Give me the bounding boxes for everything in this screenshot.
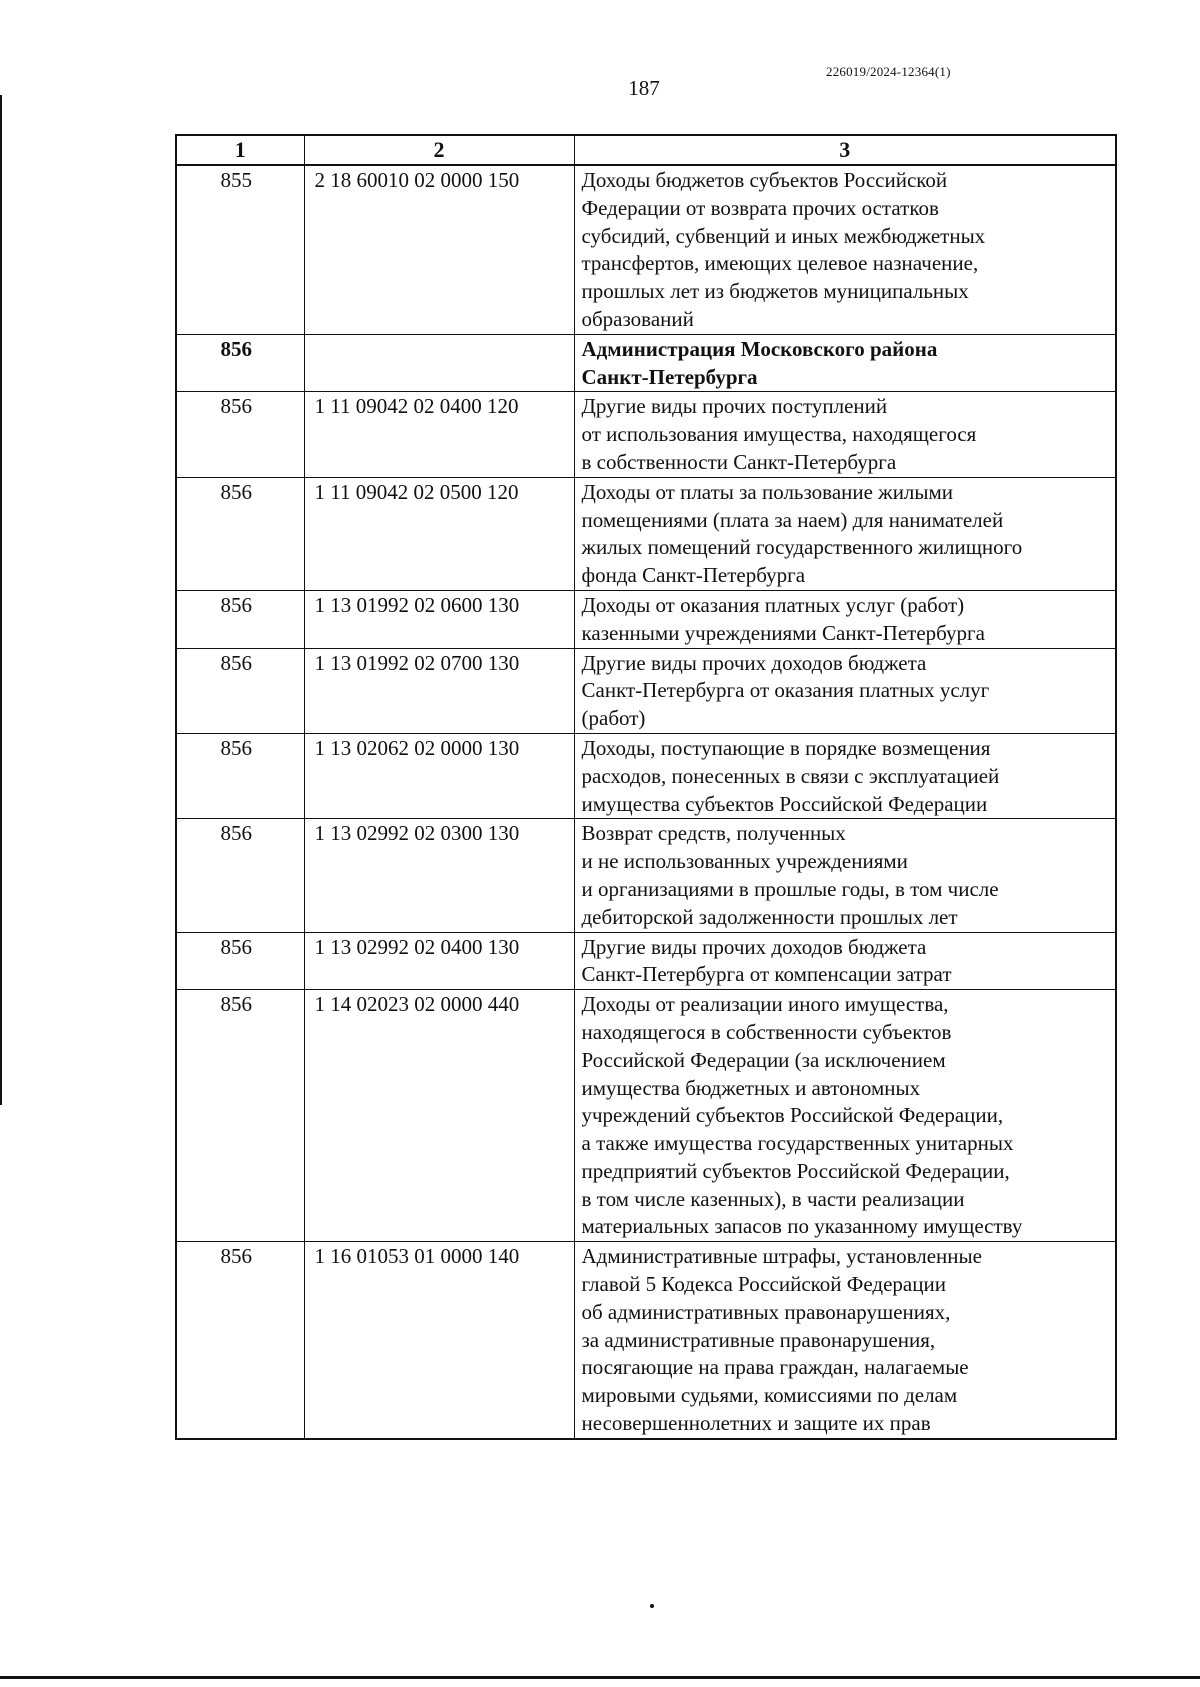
table-header-row [176, 135, 1116, 165]
description-line: а также имущества государственных унитарных [581, 1131, 1014, 1156]
description-line: Санкт-Петербурга [581, 364, 758, 389]
description-line: в том числе казенных), в части реализации [581, 1186, 965, 1211]
description-line: Доходы от реализации иного имущества, [581, 992, 949, 1017]
scan-edge-left [0, 95, 2, 1105]
description-line: предприятий субъектов Российской Федерации, [581, 1158, 1010, 1183]
description-line: Другие виды прочих доходов бюджета [581, 934, 927, 959]
description-line: Доходы бюджетов субъектов Российской [581, 168, 948, 192]
description-line: материальных запасов по указанному имуществу [581, 1214, 1023, 1239]
description-cell [574, 392, 1116, 477]
description-line: казенными учреждениями Санкт-Петербурга [581, 620, 985, 645]
column-header-3: 3 [574, 135, 1116, 165]
income-code-cell: 1 14 02023 02 0000 440 [304, 990, 574, 1242]
admin-code-cell: 856 [176, 990, 304, 1242]
description-line: Доходы от платы за пользование жилыми [581, 479, 954, 504]
table-row [176, 990, 1116, 1242]
table-row [176, 733, 1116, 818]
column-header-1: 1 [176, 135, 304, 165]
table-body [176, 165, 1116, 1439]
income-code-cell: 1 13 01992 02 0600 130 [304, 590, 574, 648]
description-line: жилых помещений государственного жилищного [581, 535, 1023, 560]
description-line: субсидий, субвенций и иных межбюджетных [581, 223, 986, 248]
admin-code-cell: 856 [176, 1242, 304, 1439]
income-code-cell: 1 13 01992 02 0700 130 [304, 648, 574, 733]
description-cell [574, 590, 1116, 648]
description-line: Администрация Московского района [581, 336, 938, 361]
column-header-2: 2 [304, 135, 574, 165]
document-number: 226019/2024-12364(1) [826, 64, 951, 79]
description-line: Другие виды прочих поступлений [581, 394, 888, 419]
table-row [176, 477, 1116, 590]
description-line: мировыми судьями, комиссиями по делам [581, 1383, 958, 1408]
description-cell [574, 165, 1116, 334]
description-line: трансфертов, имеющих целевое назначение, [581, 251, 979, 276]
admin-code-cell: 856 [176, 733, 304, 818]
description-line: Санкт-Петербурга от оказания платных услуг [581, 678, 990, 703]
description-line: фонда Санкт-Петербурга [581, 563, 806, 588]
description-line: имущества бюджетных и автономных [581, 1075, 921, 1100]
description-line: Санкт-Петербурга от компенсации затрат [581, 962, 952, 987]
admin-code-cell: 856 [176, 932, 304, 990]
description-line: об административных правонарушениях, [581, 1299, 951, 1324]
description-line: Возврат средств, полученных [581, 821, 846, 846]
admin-code-cell: 856 [176, 477, 304, 590]
scan-dot [650, 1604, 654, 1608]
income-code-cell: 1 13 02992 02 0300 130 [304, 819, 574, 932]
description-line: Федерации от возврата прочих остатков [581, 195, 939, 220]
description-line: за административные правонарушения, [581, 1327, 936, 1352]
description-line: Доходы от оказания платных услуг (работ) [581, 592, 965, 617]
admin-code-cell: 855 [176, 165, 304, 334]
description-line: и организациями в прошлые годы, в том числе [581, 876, 999, 901]
table-row [176, 819, 1116, 932]
scan-edge-bottom [0, 1676, 1200, 1679]
table-row [176, 590, 1116, 648]
description-line: помещениями (плата за наем) для нанимателей [581, 507, 1004, 532]
income-code-cell: 1 13 02062 02 0000 130 [304, 733, 574, 818]
table-row [176, 392, 1116, 477]
description-line: дебиторской задолженности прошлых лет [581, 904, 958, 929]
description-cell [574, 1242, 1116, 1439]
description-line: образований [581, 306, 694, 331]
description-line: от использования имущества, находящегося [581, 422, 977, 447]
description-line: Административные штрафы, установленные [581, 1244, 982, 1269]
description-line: имущества субъектов Российской Федерации [581, 791, 988, 816]
description-cell [574, 990, 1116, 1242]
description-line: посягающие на права граждан, налагаемые [581, 1355, 969, 1380]
description-cell [574, 932, 1116, 990]
income-code-cell: 1 13 02992 02 0400 130 [304, 932, 574, 990]
income-code-cell: 1 11 09042 02 0500 120 [304, 477, 574, 590]
description-cell [574, 733, 1116, 818]
income-code-cell: 1 11 09042 02 0400 120 [304, 392, 574, 477]
admin-code-cell: 856 [176, 590, 304, 648]
description-line: и не использованных учреждениями [581, 849, 908, 874]
admin-code-cell: 856 [176, 392, 304, 477]
income-code-cell [304, 334, 574, 392]
admin-code-cell: 856 [176, 648, 304, 733]
description-line: учреждений субъектов Российской Федерации, [581, 1103, 1004, 1128]
table-row [176, 932, 1116, 990]
description-line: Другие виды прочих доходов бюджета [581, 650, 927, 675]
description-line: Российской Федерации (за исключением [581, 1047, 946, 1072]
description-line: несовершеннолетних и защите их прав [581, 1411, 931, 1436]
description-line: в собственности Санкт-Петербурга [581, 449, 897, 474]
table-row [176, 165, 1116, 334]
description-cell [574, 334, 1116, 392]
page-number: 187 [628, 76, 660, 100]
table-row [176, 334, 1116, 392]
description-cell [574, 477, 1116, 590]
income-code-cell: 2 18 60010 02 0000 150 [304, 165, 574, 334]
description-line: прошлых лет из бюджетов муниципальных [581, 279, 969, 304]
description-line: (работ) [581, 706, 646, 731]
table-row [176, 1242, 1116, 1439]
table-row [176, 648, 1116, 733]
description-line: находящегося в собственности субъектов [581, 1019, 952, 1044]
admin-code-cell: 856 [176, 334, 304, 392]
income-code-cell: 1 16 01053 01 0000 140 [304, 1242, 574, 1439]
description-cell [574, 648, 1116, 733]
description-cell [574, 819, 1116, 932]
description-line: расходов, понесенных в связи с эксплуатацией [581, 763, 1000, 788]
description-line: главой 5 Кодекса Российской Федерации [581, 1272, 946, 1297]
description-line: Доходы, поступающие в порядке возмещения [581, 735, 991, 760]
admin-code-cell: 856 [176, 819, 304, 932]
budget-classification-table [175, 134, 1117, 1440]
